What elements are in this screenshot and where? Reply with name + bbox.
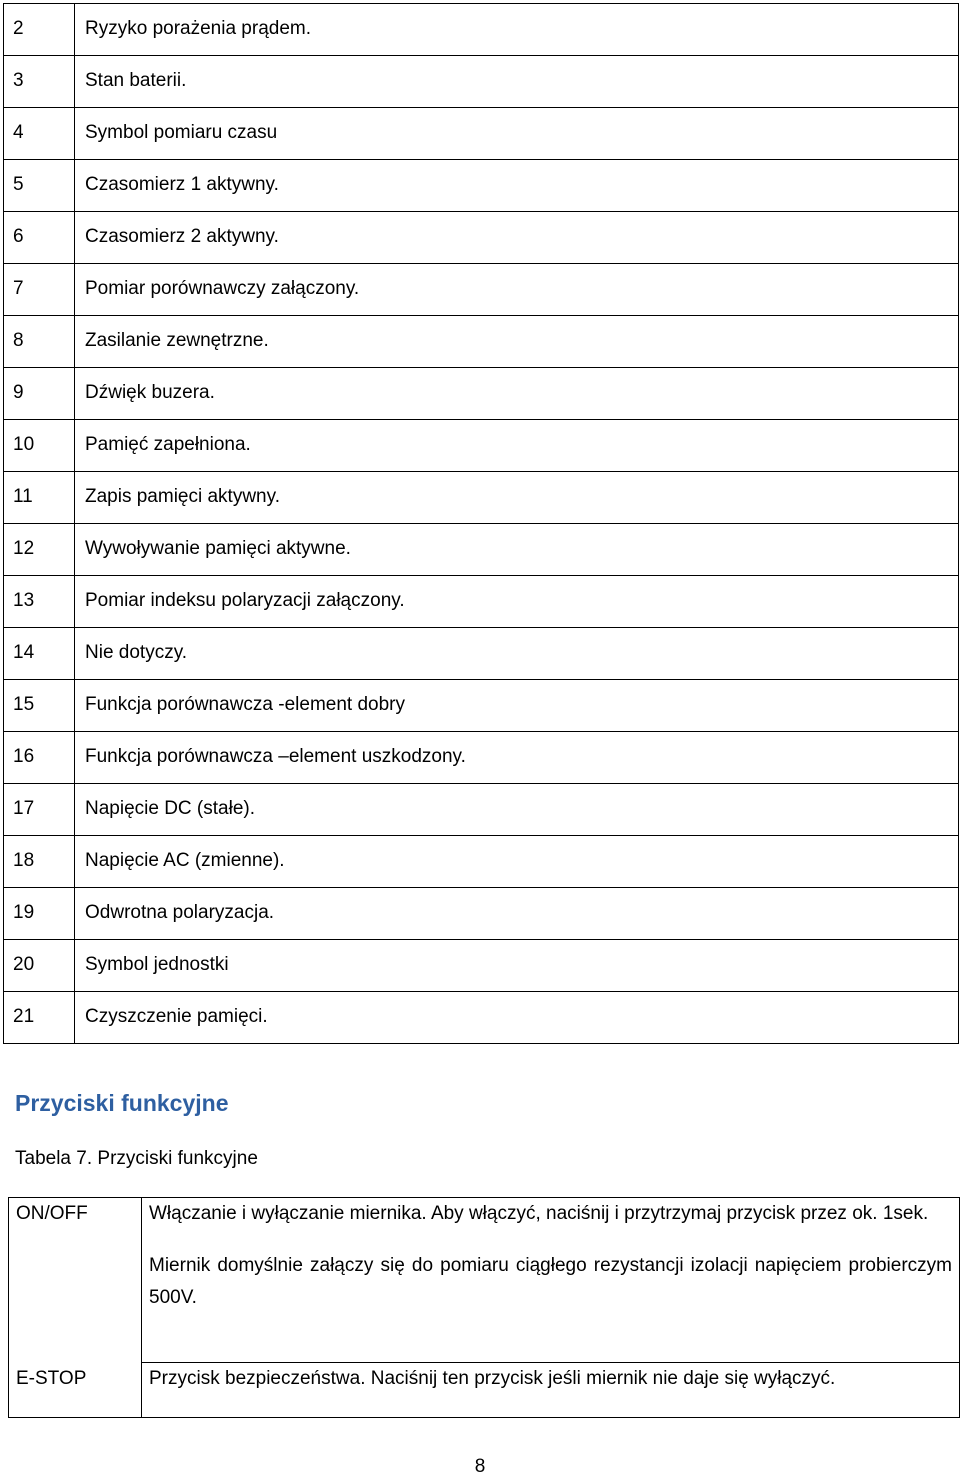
row-description-cell: Czasomierz 1 aktywny. [75,160,959,212]
table-row [4,940,959,992]
row-description-cell: Funkcja porównawcza -element dobry [75,680,959,732]
table-row [4,316,959,368]
table-row [4,524,959,576]
table-row [4,56,959,108]
row-number-cell: 10 [4,420,75,472]
row-description-cell: Ryzyko porażenia prądem. [75,4,959,56]
table-row [4,4,959,56]
onoff-description-1: Włączanie i wyłączanie miernika. Aby włączyć, naciśnij i przytrzymaj przycisk przez ok. 1sek. [149,1203,929,1224]
table-row [4,992,959,1044]
function-buttons-table [8,1197,960,1418]
row-number-cell: 4 [4,108,75,160]
onoff-description-cell [142,1198,960,1363]
row-description-cell: Zasilanie zewnętrzne. [75,316,959,368]
table-row [4,368,959,420]
row-number-cell: 11 [4,472,75,524]
onoff-key-cell: ON/OFF [9,1198,142,1363]
row-description-cell: Pomiar porównawczy załączony. [75,264,959,316]
row-description-cell: Napięcie AC (zmienne). [75,836,959,888]
row-number-cell: 17 [4,784,75,836]
table-row [4,680,959,732]
row-number-cell: 7 [4,264,75,316]
symbols-table [3,3,959,1044]
table-row [4,264,959,316]
row-description-cell: Napięcie DC (stałe). [75,784,959,836]
row-number-cell: 2 [4,4,75,56]
page-number: 8 [474,1456,486,1477]
row-description-cell: Zapis pamięci aktywny. [75,472,959,524]
row-number-cell: 12 [4,524,75,576]
table-row [9,1363,960,1418]
row-number-cell: 18 [4,836,75,888]
row-number-cell: 8 [4,316,75,368]
table-row [4,420,959,472]
row-description-cell: Symbol pomiaru czasu [75,108,959,160]
table-row [4,576,959,628]
table-row [4,784,959,836]
estop-description-cell: Przycisk bezpieczeństwa. Naciśnij ten przycisk jeśli miernik nie daje się wyłączyć. [142,1363,960,1418]
table-row [4,472,959,524]
row-number-cell: 16 [4,732,75,784]
row-description-cell: Czasomierz 2 aktywny. [75,212,959,264]
row-number-cell: 21 [4,992,75,1044]
row-number-cell: 6 [4,212,75,264]
table-caption: Tabela 7. Przyciski funkcyjne [15,1148,258,1169]
row-description-cell: Pomiar indeksu polaryzacji załączony. [75,576,959,628]
table-row [4,160,959,212]
row-description-cell: Dźwięk buzera. [75,368,959,420]
table-row [4,108,959,160]
row-number-cell: 9 [4,368,75,420]
table-row [9,1198,960,1363]
row-number-cell: 20 [4,940,75,992]
onoff-description-2: Miernik domyślnie załączy się do pomiaru ciągłego rezystancji izolacji napięciem probierczym 500V. [149,1255,952,1308]
row-number-cell: 3 [4,56,75,108]
row-description-cell: Pamięć zapełniona. [75,420,959,472]
row-number-cell: 13 [4,576,75,628]
section-heading: Przyciski funkcyjne [15,1090,229,1116]
table-row [4,888,959,940]
row-description-cell: Nie dotyczy. [75,628,959,680]
table-row [4,628,959,680]
row-description-cell: Symbol jednostki [75,940,959,992]
symbols-table-body [4,4,959,1044]
row-description-cell: Czyszczenie pamięci. [75,992,959,1044]
table-row [4,732,959,784]
estop-key-cell: E-STOP [9,1363,142,1418]
row-number-cell: 15 [4,680,75,732]
row-number-cell: 19 [4,888,75,940]
table-row [4,212,959,264]
row-description-cell: Stan baterii. [75,56,959,108]
row-description-cell: Wywoływanie pamięci aktywne. [75,524,959,576]
row-description-cell: Odwrotna polaryzacja. [75,888,959,940]
row-number-cell: 14 [4,628,75,680]
row-number-cell: 5 [4,160,75,212]
table-row [4,836,959,888]
row-description-cell: Funkcja porównawcza –element uszkodzony. [75,732,959,784]
